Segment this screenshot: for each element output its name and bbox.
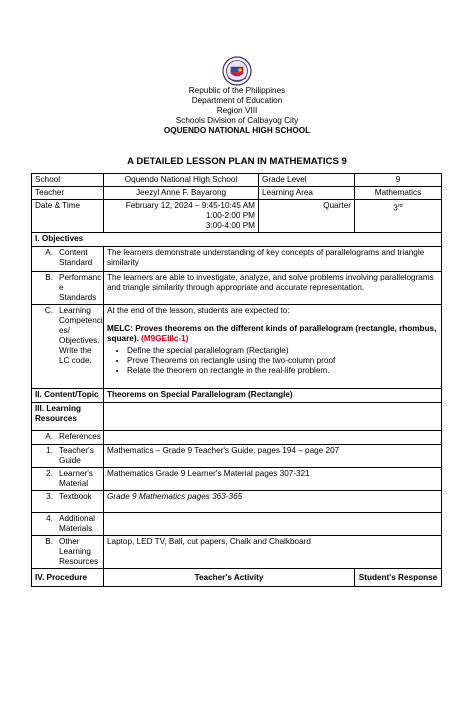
students-response-header: Student's Response: [355, 569, 442, 587]
header-school-name: OQUENDO NATIONAL HIGH SCHOOL: [163, 126, 311, 135]
objectives-heading: I. Objectives: [32, 233, 442, 247]
date-time-line-3: 3:00-4:00 PM: [205, 221, 255, 230]
teacher-value: Jeezyl Anne F. Bayarong: [104, 187, 259, 200]
grade-level-label: Grade Level: [259, 174, 355, 187]
learning-resources-heading: III. Learning Resources: [32, 403, 104, 431]
learners-material-label: 2. Learner's Material: [32, 468, 104, 491]
additional-materials-label: 4. Additional Materials: [32, 513, 104, 536]
textbook-label: 3. Textbook: [32, 491, 104, 513]
school-value: Oquendo National High School: [104, 174, 259, 187]
header-republic: Republic of the Philippines: [188, 86, 286, 95]
header-region: Region VIII: [216, 106, 258, 115]
content-standard-text: The learners demonstrate understanding of key concepts of parallelograms and triangle similarity: [104, 247, 442, 272]
performance-standards-label: B. Performanc e Standards: [32, 272, 104, 305]
content-topic-value: Theorems on Special Parallelogram (Rectangle): [104, 389, 442, 403]
objective-bullet: • Prove Theorems on rectangle using the two-column proof: [127, 356, 438, 366]
lesson-plan-table: [31, 173, 442, 587]
learners-material-value: Mathematics Grade 9 Learner's Material pages 307-321: [104, 468, 442, 491]
learning-area-value: Mathematics: [355, 187, 442, 200]
teacher-label: Teacher: [32, 187, 104, 200]
objective-bullet: • Define the special parallelogram (Rectangle): [127, 346, 438, 356]
learning-area-label: Learning Area: [259, 187, 355, 200]
date-time-line-1: February 12, 2024 – 9:45-10:45 AM: [125, 201, 255, 210]
quarter-value: 3rd: [355, 200, 442, 233]
melc-statement: MELC: Proves theorems on the different kinds of parallelogram (rectangle, rhombus, square). (M9GEIIIc-1): [107, 324, 437, 343]
date-time-line-2: 1:00-2:00 PM: [205, 211, 255, 220]
objectives-bullet-list: [107, 346, 438, 376]
objective-bullet: • Relate the theorem on rectangle in the real-life problem.: [127, 366, 438, 376]
teachers-activity-header: Teacher's Activity: [104, 569, 355, 587]
performance-standards-text: The learners are able to investigate, analyze, and solve problems involving parallelograms and triangle similarity through appropriate and accurate representation.: [104, 272, 442, 305]
header-division: Schools Division of Calbayog City: [175, 116, 299, 125]
other-resources-label: B. Other Learning Resources: [32, 536, 104, 569]
melc-code: (M9GEIIIc-1): [141, 334, 189, 343]
references-label: A. References: [32, 431, 104, 445]
header-department: Department of Education: [191, 96, 283, 105]
teachers-guide-label: 1. Teacher's Guide: [32, 445, 104, 468]
quarter-label: Quarter: [259, 200, 355, 233]
procedure-heading: IV. Procedure: [32, 569, 104, 587]
competencies-intro: At the end of the lesson, students are expected to:: [107, 306, 290, 315]
document-title: A DETAILED LESSON PLAN IN MATHEMATICS 9: [127, 156, 347, 167]
school-label: School: [32, 174, 104, 187]
content-standard-label: A. Content Standard: [32, 247, 104, 272]
other-resources-value: Laptop, LED TV, Ball, cut papers, Chalk and Chalkboard: [104, 536, 442, 569]
textbook-value: Grade 9 Mathematics pages 363-365: [104, 491, 442, 513]
teachers-guide-value: Mathematics – Grade 9 Teacher's Guide, pages 194 – page 207: [104, 445, 442, 468]
learning-competencies-label: C. Learning Competenci es/ Objectives. Write the LC code.: [32, 305, 104, 389]
learning-competencies-text: [104, 305, 442, 389]
date-time-value: [104, 200, 259, 233]
grade-level-value: 9: [355, 174, 442, 187]
date-time-label: Date & Time: [32, 200, 104, 233]
deped-seal-icon: [222, 56, 252, 86]
content-topic-heading: II. Content/Topic: [32, 389, 104, 403]
